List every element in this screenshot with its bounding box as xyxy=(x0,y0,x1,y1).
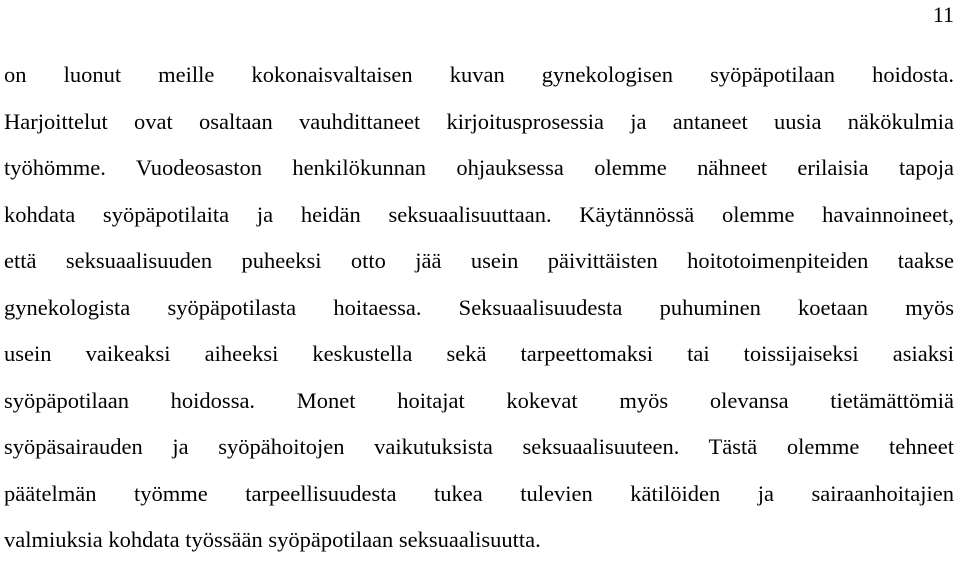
paragraph-line: työhömme. Vuodeosaston henkilökunnan ohjauksessa olemme nähneet erilaisia tapoja xyxy=(4,155,954,180)
paragraph-line: syöpäpotilaan hoidossa. Monet hoitajat kokevat myös olevansa tietämättömiä xyxy=(4,387,954,413)
paragraph-line: päätelmän työmme tarpeellisuudesta tukea tulevien kätilöiden ja sairaanhoitajien xyxy=(4,480,954,506)
paragraph-line: gynekologista syöpäpotilasta hoitaessa. Seksuaalisuudesta puhuminen koetaan myös xyxy=(4,294,954,320)
body-paragraph xyxy=(4,52,954,564)
paragraph-line-last: valmiuksia kohdata työssään syöpäpotilaan seksuaalisuutta. xyxy=(4,527,541,552)
paragraph-line: syöpäsairauden ja syöpähoitojen vaikutuksista seksuaalisuuteen. Tästä olemme tehneet xyxy=(4,434,954,459)
paragraph-line: kohdata syöpäpotilaita ja heidän seksuaalisuuttaan. Käytännössä olemme havainnoineet, xyxy=(4,201,954,227)
paragraph-line: on luonut meille kokonaisvaltaisen kuvan gynekologisen syöpäpotilaan hoidosta. xyxy=(4,62,954,87)
page-number: 11 xyxy=(932,2,954,27)
paragraph-line: että seksuaalisuuden puheeksi otto jää usein päivittäisten hoitotoimenpiteiden taakse xyxy=(4,248,954,273)
paragraph-line: Harjoittelut ovat osaltaan vauhdittaneet kirjoitusprosessia ja antaneet uusia näkökulmia xyxy=(4,108,954,134)
paragraph-line: usein vaikeaksi aiheeksi keskustella sekä tarpeettomaksi tai toissijaiseksi asiaksi xyxy=(4,341,954,366)
